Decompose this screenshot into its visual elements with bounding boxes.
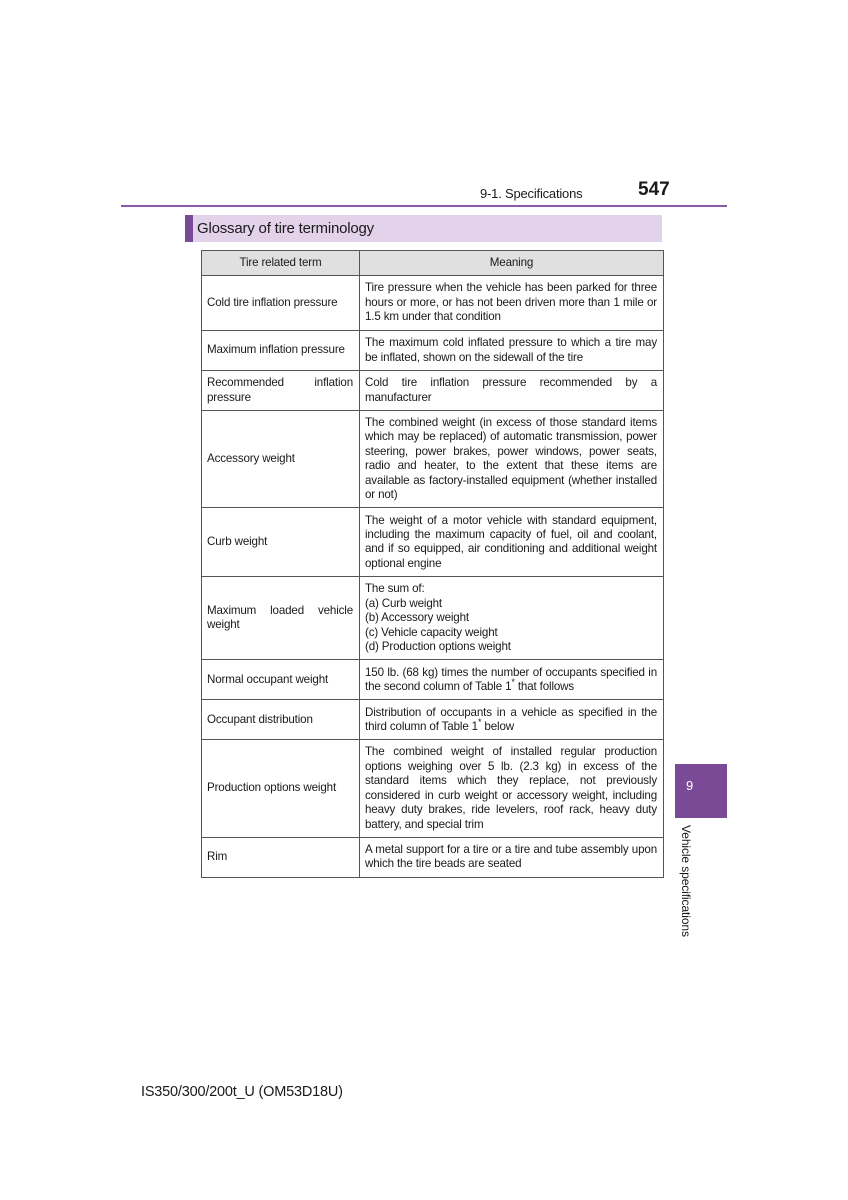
meaning-text-end: below [481, 719, 514, 733]
table-row [202, 276, 664, 331]
meaning-cell [360, 660, 664, 700]
meaning-text-end: that follows [514, 679, 575, 693]
table-row [202, 411, 664, 508]
chapter-label: Vehicle specifications [679, 825, 693, 937]
footnote-mark: * [511, 677, 515, 688]
meaning-cell: A metal support for a tire or a tire and tube assembly upon which the tire beads are seated [360, 837, 664, 877]
term-cell: Maximum inflation pressure [202, 331, 360, 371]
heading-accent-bar [185, 215, 193, 242]
meaning-cell: The sum of: (a) Curb weight (b) Accessory weight (c) Vehicle capacity weight (d) Production options weight [360, 577, 664, 660]
meaning-cell: The combined weight (in excess of those standard items which may be replaced) of automatic transmission, power steering, power brakes, power windows, power seats, radio and heater, to the extent that these items are available as factory-installed equipment (whether installed or not) [360, 411, 664, 508]
footer-model-code: IS350/300/200t_U (OM53D18U) [141, 1084, 343, 1100]
column-header-meaning: Meaning [360, 251, 664, 276]
table-row [202, 508, 664, 577]
column-header-term: Tire related term [202, 251, 360, 276]
term-cell: Occupant distribution [202, 700, 360, 740]
page-number: 547 [638, 179, 670, 200]
meaning-text: Distribution of occupants in a vehicle as specified in the third column of Table 1 [365, 705, 657, 733]
header-divider [121, 205, 727, 207]
glossary-heading-text: Glossary of tire terminology [197, 220, 374, 237]
glossary-table [201, 250, 664, 878]
table-row [202, 660, 664, 700]
table-row [202, 331, 664, 371]
meaning-cell: The weight of a motor vehicle with standard equipment, including the maximum capacity of fuel, oil and coolant, and if so equipped, air conditioning and additional weight optional engine [360, 508, 664, 577]
term-cell: Accessory weight [202, 411, 360, 508]
table-row [202, 700, 664, 740]
table-row [202, 740, 664, 837]
term-cell: Normal occupant weight [202, 660, 360, 700]
table-row [202, 371, 664, 411]
term-cell: Maximum loaded vehicle weight [202, 577, 360, 660]
table-row [202, 577, 664, 660]
meaning-cell: The maximum cold inflated pressure to which a tire may be inflated, shown on the sidewall of the tire [360, 331, 664, 371]
table-header-row [202, 251, 664, 276]
meaning-text: 150 lb. (68 kg) times the number of occupants specified in the second column of Table 1 [365, 665, 657, 693]
meaning-cell [360, 700, 664, 740]
term-cell: Recommended inflation pressure [202, 371, 360, 411]
section-title: 9-1. Specifications [480, 186, 583, 201]
meaning-cell: Tire pressure when the vehicle has been parked for three hours or more, or has not been driven more than 1 mile or 1.5 km under that condition [360, 276, 664, 331]
chapter-tab[interactable] [675, 764, 727, 818]
term-cell: Rim [202, 837, 360, 877]
footnote-mark: * [478, 717, 482, 728]
table-row [202, 837, 664, 877]
glossary-heading [185, 215, 662, 242]
term-cell: Curb weight [202, 508, 360, 577]
term-cell: Cold tire inflation pressure [202, 276, 360, 331]
chapter-number: 9 [686, 778, 694, 793]
term-cell: Production options weight [202, 740, 360, 837]
meaning-cell: The combined weight of installed regular production options weighing over 5 lb. (2.3 kg) in excess of the standard items which they replace, not previously considered in curb weight or accessory weight, including heavy duty brakes, ride levelers, roof rack, heavy duty battery, and special trim [360, 740, 664, 837]
meaning-cell: Cold tire inflation pressure recommended by a manufacturer [360, 371, 664, 411]
